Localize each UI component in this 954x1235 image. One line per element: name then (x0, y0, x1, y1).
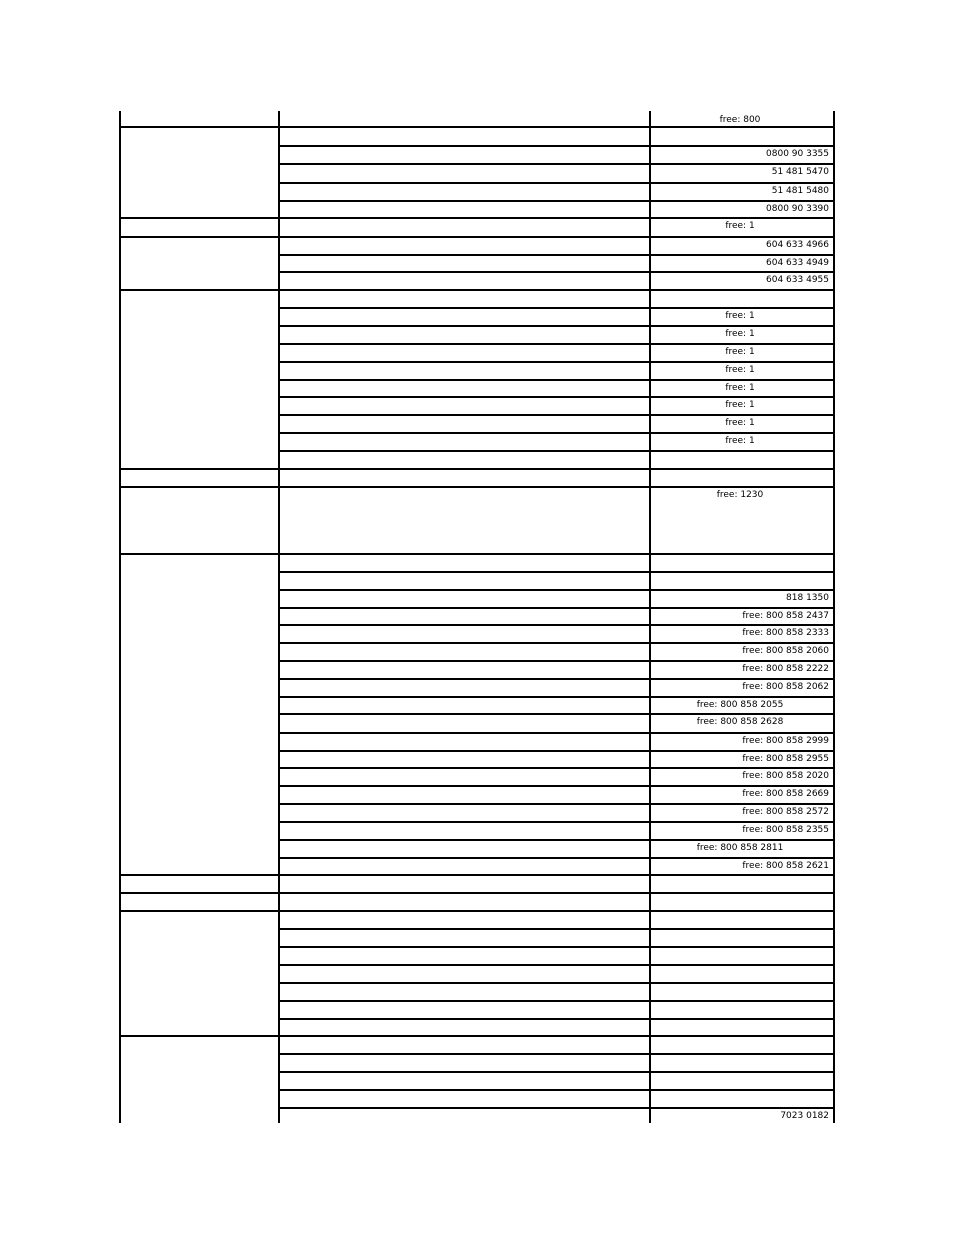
phone-number-cell: free: 1 (725, 436, 755, 446)
group-border (119, 217, 280, 219)
row-border (278, 839, 835, 841)
row-border (278, 571, 835, 573)
phone-number-cell: 0800 90 3355 (766, 149, 829, 159)
row-border (278, 163, 835, 165)
group-border (119, 126, 280, 128)
phone-number-cell: free: 800 858 2669 (742, 789, 829, 799)
row-border (278, 217, 835, 219)
row-border (278, 450, 835, 452)
row-border (278, 396, 835, 398)
phone-number-cell: free: 1 (725, 383, 755, 393)
phone-number-cell: free: 1 (725, 418, 755, 428)
row-border (278, 624, 835, 626)
phone-number-cell: 0800 90 3390 (766, 204, 829, 214)
phone-number-cell: free: 1 (725, 365, 755, 375)
phone-number-cell: free: 1 (725, 347, 755, 357)
phone-number-cell: free: 800 858 2055 (696, 700, 784, 710)
row-border (278, 1018, 835, 1020)
row-border (278, 642, 835, 644)
row-border (278, 200, 835, 202)
phone-number-cell: free: 800 858 2222 (742, 664, 829, 674)
group-border (119, 289, 280, 291)
row-border (278, 432, 835, 434)
group-border (119, 1035, 280, 1037)
row-border (278, 145, 835, 147)
row-border (278, 982, 835, 984)
phone-number-cell: free: 1 (725, 311, 755, 321)
row-border (278, 785, 835, 787)
phone-number-cell: free: 800 858 2955 (742, 754, 829, 764)
row-border (278, 307, 835, 309)
row-border (278, 750, 835, 752)
row-border (278, 767, 835, 769)
row-border (278, 928, 835, 930)
phone-number-cell: free: 1 (725, 221, 755, 231)
row-border (278, 874, 835, 876)
group-border (119, 874, 280, 876)
row-border (278, 589, 835, 591)
row-border (278, 414, 835, 416)
row-border (278, 696, 835, 698)
row-border (278, 271, 835, 273)
group-border (119, 486, 280, 488)
phone-number-cell: free: 800 858 2572 (742, 807, 829, 817)
column-border-1 (278, 111, 280, 1123)
phone-number-cell: free: 1 (725, 400, 755, 410)
row-border (278, 964, 835, 966)
phone-number-cell: free: 1 (725, 329, 755, 339)
phone-number-cell: free: 800 858 2355 (742, 825, 829, 835)
group-border (119, 236, 280, 238)
phone-number-cell: 51 481 5480 (771, 186, 829, 196)
row-border (278, 486, 835, 488)
phone-number-cell: 604 633 4966 (766, 240, 829, 250)
row-border (278, 803, 835, 805)
phone-number-cell: free: 800 (719, 115, 761, 125)
phone-number-cell: free: 800 858 2437 (742, 611, 829, 621)
row-border (278, 236, 835, 238)
row-border (278, 379, 835, 381)
row-border (278, 553, 835, 555)
row-border (278, 607, 835, 609)
group-border (119, 892, 280, 894)
phone-number-cell: 7023 0182 (780, 1111, 829, 1121)
phone-number-cell: free: 800 858 2811 (696, 843, 784, 853)
row-border (278, 946, 835, 948)
row-border (278, 182, 835, 184)
column-border-0 (119, 111, 121, 1123)
phone-number-cell: 818 1350 (786, 593, 829, 603)
row-border (278, 910, 835, 912)
phone-number-cell: free: 800 858 2628 (696, 717, 784, 727)
row-border (278, 343, 835, 345)
phone-number-cell: 604 633 4949 (766, 258, 829, 268)
phone-number-cell: free: 800 858 2062 (742, 682, 829, 692)
group-border (119, 468, 280, 470)
row-border (278, 892, 835, 894)
phone-number-cell: free: 800 858 2020 (742, 771, 829, 781)
row-border (278, 289, 835, 291)
row-border (278, 254, 835, 256)
phone-number-cell: 51 481 5470 (771, 167, 829, 177)
phone-number-cell: 604 633 4955 (766, 275, 829, 285)
phone-number-cell: free: 800 858 2999 (742, 736, 829, 746)
phone-number-cell: free: 800 858 2333 (742, 628, 829, 638)
group-border (119, 553, 280, 555)
phone-number-cell: free: 1230 (716, 490, 764, 500)
phone-number-cell: free: 800 858 2060 (742, 646, 829, 656)
row-border (278, 1089, 835, 1091)
row-border (278, 821, 835, 823)
row-border (278, 732, 835, 734)
column-border-3 (833, 111, 835, 1123)
row-border (278, 126, 835, 128)
row-border (278, 1053, 835, 1055)
row-border (278, 857, 835, 859)
row-border (278, 1071, 835, 1073)
row-border (278, 1035, 835, 1037)
row-border (278, 1000, 835, 1002)
row-border (278, 713, 835, 715)
row-border (278, 468, 835, 470)
row-border (278, 660, 835, 662)
row-border (278, 678, 835, 680)
row-border (278, 325, 835, 327)
phone-number-cell: free: 800 858 2621 (742, 861, 829, 871)
row-border (278, 1107, 835, 1109)
row-border (278, 361, 835, 363)
group-border (119, 910, 280, 912)
